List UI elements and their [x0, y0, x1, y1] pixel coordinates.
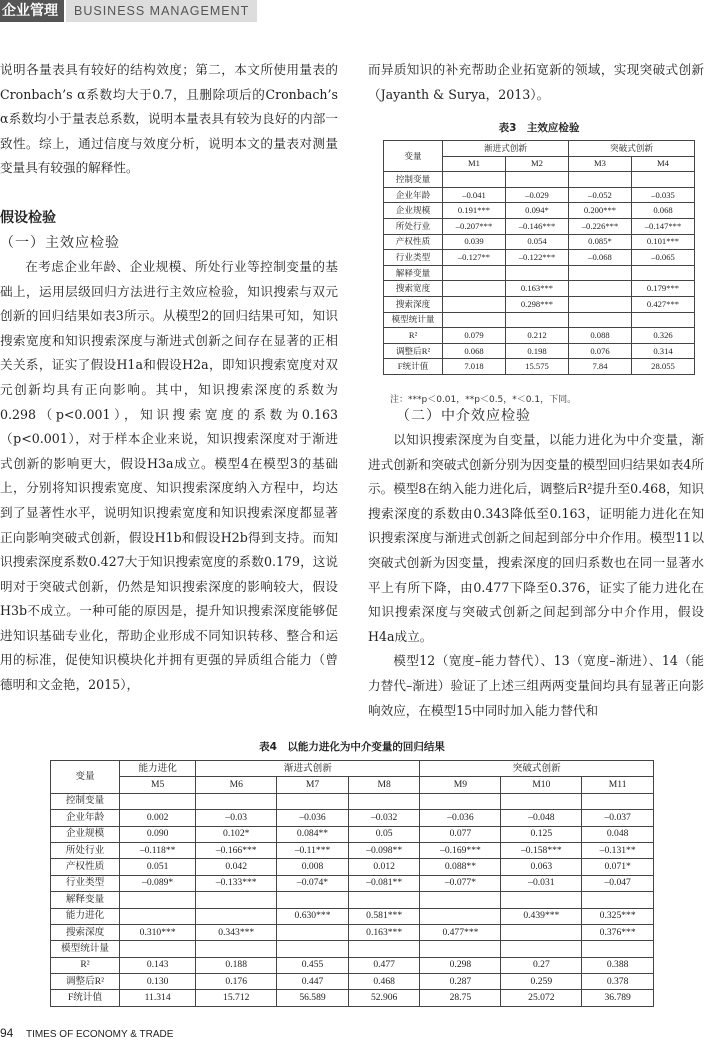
table-cell: 0.326 [632, 328, 695, 344]
table-cell [420, 908, 501, 924]
table-cell [632, 172, 695, 188]
right-column [368, 58, 704, 107]
table-cell: –0.226*** [569, 218, 632, 234]
row-label: 企业规模 [384, 203, 443, 219]
table4-model-header: M5 [120, 777, 196, 793]
table-cell: 0.085* [569, 234, 632, 250]
table-cell: 0.259 [501, 974, 582, 990]
row-label: 控制变量 [51, 793, 120, 809]
row-label: R² [51, 957, 120, 973]
table3-model-header: M4 [632, 156, 695, 172]
table4-model-header: M8 [348, 777, 420, 793]
table-cell: 15.712 [196, 990, 277, 1006]
table-cell [506, 172, 569, 188]
table-cell: 0.130 [120, 974, 196, 990]
table-cell [277, 941, 349, 957]
table4-model-header: M7 [277, 777, 349, 793]
table-cell: 0.054 [506, 234, 569, 250]
table-cell [277, 793, 349, 809]
table-cell: 0.298*** [506, 296, 569, 312]
table4 [50, 760, 654, 1007]
table-cell [196, 908, 277, 924]
table-cell: 0.188 [196, 957, 277, 973]
table-cell [506, 312, 569, 328]
running-header [0, 0, 257, 22]
table-cell [348, 941, 420, 957]
table-cell [582, 941, 654, 957]
table-cell: 0.063 [501, 859, 582, 875]
row-label: 产权性质 [51, 859, 120, 875]
table-cell: 0.090 [120, 826, 196, 842]
row-label: 搜索宽度 [384, 281, 443, 297]
left-intro-paragraph: 说明各量表具有较好的结构效度；第二，本文所使用量表的Cronbach’s α系数均大于0.7，且删除项后的Cronbach’s α系数均小于量表总系数，说明本量表具有较为良好的内部一致性。综上，通过信度与效度分析，说明本文的量表对测量变量具有较强的解释性。 [0, 62, 338, 176]
table3-note: 注：***p＜0.01，**p＜0.5，*＜0.1，下同。 [390, 395, 577, 405]
table-row [384, 250, 695, 266]
table-cell: –0.127** [443, 250, 506, 266]
table-cell [120, 941, 196, 957]
table-row [384, 203, 695, 219]
row-label: 搜索深度 [384, 296, 443, 312]
table-cell [569, 296, 632, 312]
table-cell: 0.388 [582, 957, 654, 973]
table-cell [196, 793, 277, 809]
table-row [51, 859, 654, 875]
table-row [51, 875, 654, 891]
table-cell: –0.074* [277, 875, 349, 891]
table-cell: 0.143 [120, 957, 196, 973]
table-cell [120, 908, 196, 924]
table-row [384, 281, 695, 297]
table3-var-header: 变量 [384, 141, 443, 172]
table4-model-header: M11 [582, 777, 654, 793]
table4-group-radical: 突破式创新 [420, 761, 654, 777]
table-cell: –0.03 [196, 810, 277, 826]
table-cell [120, 892, 196, 908]
table-cell: –0.052 [569, 187, 632, 203]
table-row [51, 826, 654, 842]
table-cell [420, 941, 501, 957]
header-category: 企业管理 [0, 0, 64, 22]
table-row [51, 924, 654, 940]
table-cell [501, 924, 582, 940]
table-row [384, 187, 695, 203]
table4-caption: 表4 以能力进化为中介变量的回归结果 [259, 741, 445, 753]
table-cell: 0.068 [443, 343, 506, 359]
table-cell: 0.27 [501, 957, 582, 973]
table-cell: 0.012 [348, 859, 420, 875]
table4-var-header: 变量 [51, 761, 120, 794]
table-cell [569, 281, 632, 297]
row-label: 解释变量 [51, 892, 120, 908]
table-cell: 0.05 [348, 826, 420, 842]
table-cell [501, 941, 582, 957]
table-cell [443, 296, 506, 312]
table3-group-incremental: 渐进式创新 [443, 141, 569, 157]
table-cell [348, 892, 420, 908]
table-cell: –0.122*** [506, 250, 569, 266]
table-cell: 52.906 [348, 990, 420, 1006]
table-cell [632, 265, 695, 281]
right-paragraph-1: 以知识搜索深度为自变量，以能力进化为中介变量，渐进式创新和突破式创新分别为因变量的模型回归结果如表4所示。模型8在纳入能力进化后，调整后R²提升至0.468，知识搜索深度的系数由0.343降低至0.163，证明能力进化在知识搜索深度与渐进式创新之间起到部分中介作用。模型11以突破式创新为因变量，搜索深度的回归系数也在同一显著水平上有所下降，由0.477下降至0.376，证实了能力进化在知识搜索深度与突破式创新之间起到部分中介作用，假设H4a成立。 [368, 432, 704, 644]
table-cell: –0.077* [420, 875, 501, 891]
table-cell [569, 172, 632, 188]
table-cell [196, 941, 277, 957]
table-cell: 36.789 [582, 990, 654, 1006]
table-cell: –0.089* [120, 875, 196, 891]
table3-group-radical: 突破式创新 [569, 141, 695, 157]
table-cell [582, 892, 654, 908]
right-column-lower [368, 404, 704, 723]
table-cell: 0.071* [582, 859, 654, 875]
table-cell: 0.094* [506, 203, 569, 219]
row-label: 所处行业 [51, 842, 120, 858]
row-label: F统计值 [384, 359, 443, 375]
table-cell: 0.310*** [120, 924, 196, 940]
table-cell [443, 281, 506, 297]
table-cell: –0.158*** [501, 842, 582, 858]
table-row [51, 892, 654, 908]
row-label: 搜索深度 [51, 924, 120, 940]
table-cell [443, 312, 506, 328]
page-footer [0, 1026, 173, 1040]
table-cell: 0.163*** [348, 924, 420, 940]
row-label: 所处行业 [384, 218, 443, 234]
table-row [51, 810, 654, 826]
subsection-title-mediation: （二）中介效应检验 [396, 408, 531, 424]
table-cell [196, 892, 277, 908]
table-cell [348, 793, 420, 809]
row-label: 调整后R² [384, 343, 443, 359]
table-cell: –0.131** [582, 842, 654, 858]
right-intro-paragraph: 而异质知识的补充帮助企业拓宽新的领域，实现突破式创新（Jayanth & Surya，2013）。 [368, 62, 704, 102]
table-cell [582, 793, 654, 809]
table-cell: 0.298 [420, 957, 501, 973]
table-cell: –0.146*** [506, 218, 569, 234]
right-paragraph-2: 模型12（宽度–能力替代）、13（宽度–渐进）、14（能力替代–渐进）验证了上述三组两两变量间均具有显著正向影响效应，在模型15中同时加入能力替代和 [368, 653, 704, 718]
table-cell: 0.455 [277, 957, 349, 973]
table-row [384, 218, 695, 234]
subsection-title-main-effect: （一）主效应检验 [0, 234, 120, 251]
table-cell: 0.002 [120, 810, 196, 826]
table-row [51, 990, 654, 1006]
section-title: 假设检验 [0, 209, 56, 226]
table-cell: 0.630*** [277, 908, 349, 924]
table-cell: 0.084** [277, 826, 349, 842]
table3-caption: 表3 主效应检验 [498, 122, 580, 134]
row-label: 模型统计量 [384, 312, 443, 328]
table-cell: 0.048 [582, 826, 654, 842]
journal-name: TIMES OF ECONOMY & TRADE [25, 1029, 174, 1040]
table-row [384, 172, 695, 188]
row-label: 企业年龄 [51, 810, 120, 826]
table-cell: 0.468 [348, 974, 420, 990]
row-label: 行业类型 [384, 250, 443, 266]
table-row [51, 941, 654, 957]
table-cell: 0.088 [569, 328, 632, 344]
table-cell [501, 892, 582, 908]
table-cell: –0.048 [501, 810, 582, 826]
page-number: 94 [0, 1026, 14, 1040]
table-row [384, 234, 695, 250]
table-cell: –0.118** [120, 842, 196, 858]
table3-model-header: M1 [443, 156, 506, 172]
table-cell: 0.008 [277, 859, 349, 875]
table-row [384, 359, 695, 375]
table-cell: 11.314 [120, 990, 196, 1006]
table-cell: 0.200*** [569, 203, 632, 219]
table-cell: 28.75 [420, 990, 501, 1006]
table-row [51, 957, 654, 973]
row-label: 企业年龄 [384, 187, 443, 203]
table3 [383, 140, 695, 375]
table-cell: 7.84 [569, 359, 632, 375]
table-cell: –0.041 [443, 187, 506, 203]
table-cell: 7.018 [443, 359, 506, 375]
table-cell: 0.343*** [196, 924, 277, 940]
table-cell [443, 172, 506, 188]
table-cell: 0.325*** [582, 908, 654, 924]
table-cell: 0.163*** [506, 281, 569, 297]
table-cell: –0.047 [582, 875, 654, 891]
table-cell: –0.032 [348, 810, 420, 826]
table-cell: 0.042 [196, 859, 277, 875]
left-column [0, 58, 338, 698]
left-body-paragraph: 在考虑企业年龄、企业规模、所处行业等控制变量的基础上，运用层级回归方法进行主效应检验，知识搜索与双元创新的回归结果如表3所示。从模型2的回归结果可知，知识搜索宽度和知识搜索深度与渐进式创新之间存在显著的正相关关系，证实了假设H1a和假设H2a，即知识搜索宽度对双元创新均具有正向影响。其中，知识搜索深度的系数为0.298（p<0.001），知识搜索宽度的系数为0.163（p<0.001），对于样本企业来说，知识搜索深度对于渐进式创新的影响更大，假设H3a成立。模型4在模型3的基础上，分别将知识搜索宽度、知识搜索深度纳入方程中，均达到了显著性水平，说明知识搜索宽度和知识搜索深度都显著正向影响突破式创新，假设H1b和假设H2b得到支持。而知识搜索深度系数0.427大于知识搜索宽度的系数0.179，这说明对于突破式创新，仍然是知识搜索深度的影响较大，假设H3b不成立。一种可能的原因是，提升知识搜索深度能够促进知识基础专业化，帮助企业形成不同知识转移、整合和运用的标准，促使知识模块化并拥有更强的异质组合能力（曾德明和文金艳，2015）， [0, 258, 338, 693]
table-cell: 0.212 [506, 328, 569, 344]
table-cell: 0.088** [420, 859, 501, 875]
table-cell: 0.581*** [348, 908, 420, 924]
row-label: 行业类型 [51, 875, 120, 891]
table4-model-header: M9 [420, 777, 501, 793]
row-label: 模型统计量 [51, 941, 120, 957]
table-cell [443, 265, 506, 281]
table-cell: –0.147*** [632, 218, 695, 234]
table-cell: 0.447 [277, 974, 349, 990]
table-cell: –0.166*** [196, 842, 277, 858]
table-cell: 0.077 [420, 826, 501, 842]
table-cell: –0.031 [501, 875, 582, 891]
row-label: 产权性质 [384, 234, 443, 250]
row-label: R² [384, 328, 443, 344]
table-cell: 0.179*** [632, 281, 695, 297]
table-cell [277, 924, 349, 940]
table-cell: –0.037 [582, 810, 654, 826]
table-cell: 0.198 [506, 343, 569, 359]
table4-model-header: M10 [501, 777, 582, 793]
table-cell [569, 265, 632, 281]
table3-model-header: M3 [569, 156, 632, 172]
table-cell: 0.439*** [501, 908, 582, 924]
table-cell: 0.039 [443, 234, 506, 250]
table-cell [420, 793, 501, 809]
table-cell: 0.076 [569, 343, 632, 359]
table-cell [506, 265, 569, 281]
table4-group-incremental: 渐进式创新 [196, 761, 420, 777]
table-cell: 0.079 [443, 328, 506, 344]
table-row [384, 343, 695, 359]
table-cell: 0.376*** [582, 924, 654, 940]
table-cell: 0.477 [348, 957, 420, 973]
table-row [384, 296, 695, 312]
table-cell [632, 312, 695, 328]
table-cell: 0.102* [196, 826, 277, 842]
table-cell: 0.051 [120, 859, 196, 875]
table-cell [569, 312, 632, 328]
table-row [384, 312, 695, 328]
row-label: 调整后R² [51, 974, 120, 990]
table-cell: 0.068 [632, 203, 695, 219]
table4-group-capability: 能力进化 [120, 761, 196, 777]
table-row [384, 265, 695, 281]
table-cell: –0.169*** [420, 842, 501, 858]
table-cell: 0.477*** [420, 924, 501, 940]
table-cell: –0.098** [348, 842, 420, 858]
table-row [51, 908, 654, 924]
header-english: BUSINESS MANAGEMENT [66, 0, 257, 22]
table-cell: 0.191*** [443, 203, 506, 219]
table-cell: 0.125 [501, 826, 582, 842]
table-cell: 0.101*** [632, 234, 695, 250]
row-label: F统计值 [51, 990, 120, 1006]
table-cell: –0.029 [506, 187, 569, 203]
table3-model-header: M2 [506, 156, 569, 172]
table-cell: –0.081** [348, 875, 420, 891]
table-cell: –0.207*** [443, 218, 506, 234]
table-cell: 28.055 [632, 359, 695, 375]
table-cell: –0.068 [569, 250, 632, 266]
table-row [51, 842, 654, 858]
table-row [51, 974, 654, 990]
table-cell: –0.035 [632, 187, 695, 203]
table-cell: 15.575 [506, 359, 569, 375]
table-cell: –0.133*** [196, 875, 277, 891]
row-label: 控制变量 [384, 172, 443, 188]
table-cell: 25.072 [501, 990, 582, 1006]
table-cell [501, 793, 582, 809]
row-label: 企业规模 [51, 826, 120, 842]
table-cell: 0.427*** [632, 296, 695, 312]
table4-model-header: M6 [196, 777, 277, 793]
table-cell: 0.314 [632, 343, 695, 359]
table-cell: –0.065 [632, 250, 695, 266]
table-cell: –0.11*** [277, 842, 349, 858]
table-cell: –0.036 [277, 810, 349, 826]
table-cell: 56.589 [277, 990, 349, 1006]
table-row [51, 793, 654, 809]
table-cell [120, 793, 196, 809]
table-cell: 0.287 [420, 974, 501, 990]
table-cell [420, 892, 501, 908]
table-cell [277, 892, 349, 908]
table-cell: 0.176 [196, 974, 277, 990]
row-label: 能力进化 [51, 908, 120, 924]
row-label: 解释变量 [384, 265, 443, 281]
table-cell: –0.036 [420, 810, 501, 826]
table-cell: 0.378 [582, 974, 654, 990]
table-row [384, 328, 695, 344]
